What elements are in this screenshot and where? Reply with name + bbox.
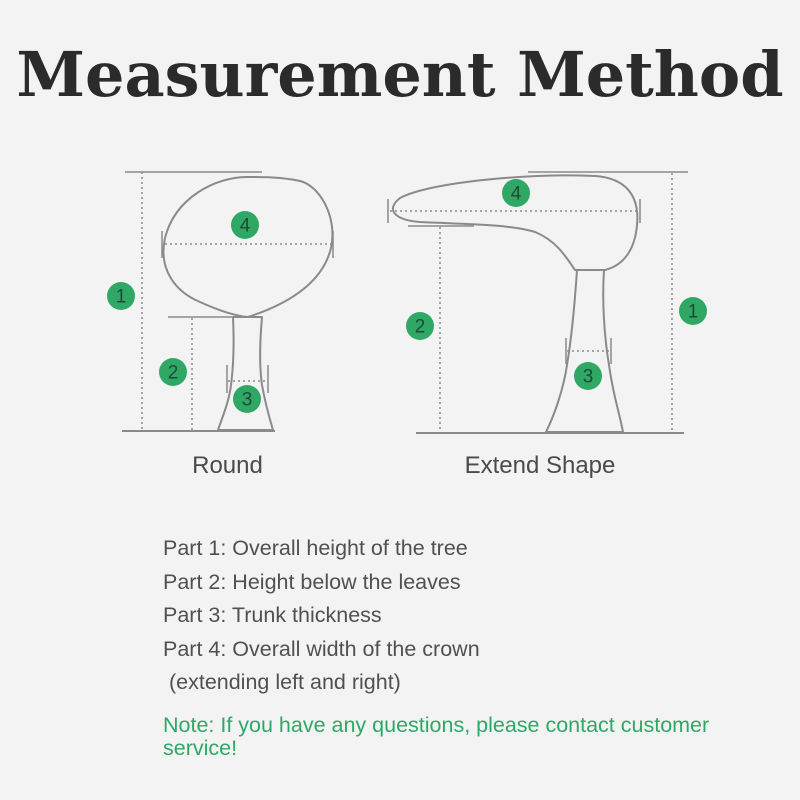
parts-list — [163, 532, 480, 700]
badge-label: 1 — [687, 301, 699, 323]
page-title: Measurement Method — [16, 38, 784, 111]
badge-label: 4 — [510, 183, 522, 205]
customer-service-note: Note: If you have any questions, please contact customer service! — [163, 713, 710, 760]
extend-tree-drawing — [393, 175, 637, 432]
round-badge-2 — [159, 358, 187, 386]
round-measure-lines — [122, 172, 333, 431]
round-badge-3 — [233, 385, 261, 413]
round-crown — [163, 177, 332, 317]
round-badge-1 — [107, 282, 135, 310]
badge-label: 3 — [241, 389, 253, 411]
part-4-text: Part 4: Overall width of the crown — [163, 636, 480, 661]
extend-badge-1 — [679, 297, 707, 325]
part-1-text: Part 1: Overall height of the tree — [163, 536, 468, 560]
caption-extend-shape: Extend Shape — [464, 452, 616, 479]
round-badge-4 — [231, 211, 259, 239]
part-4-continuation: (extending left and right) — [163, 670, 401, 694]
extend-badge-2 — [406, 312, 434, 340]
part-2-text: Part 2: Height below the leaves — [163, 569, 461, 594]
badge-label: 3 — [582, 366, 594, 388]
badge-label: 4 — [239, 215, 251, 237]
part-3-text: Part 3: Trunk thickness — [163, 603, 382, 627]
badge-label: 2 — [167, 362, 179, 384]
badge-label: 2 — [414, 316, 426, 338]
caption-round: Round — [192, 452, 263, 479]
extend-badge-3 — [574, 362, 602, 390]
extend-badge-4 — [502, 179, 530, 207]
badge-label: 1 — [115, 286, 127, 308]
extend-measure-lines — [388, 172, 688, 433]
